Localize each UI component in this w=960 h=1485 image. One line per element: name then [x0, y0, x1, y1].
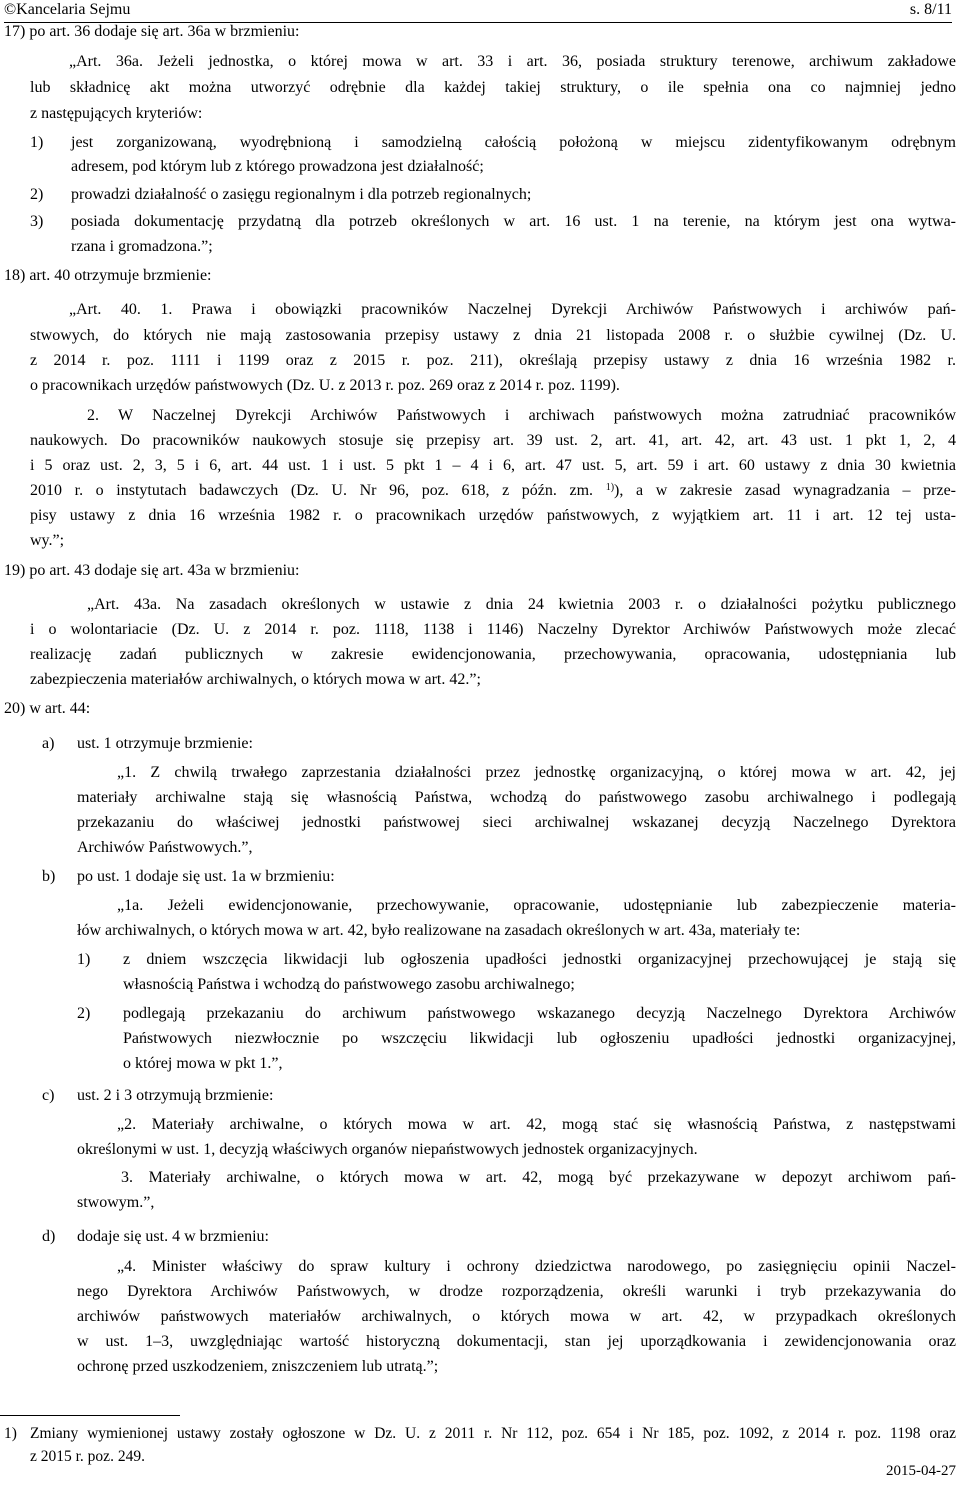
text-line: 3. Materiały archiwalne, o których mowa w art. 42, mogą być przekazywane w depozyt archiwom pań- — [121, 1169, 956, 1186]
text-line: 20) w art. 44: — [4, 700, 91, 717]
text-line: 19) po art. 43 dodaje się art. 43a w brzmieniu: — [4, 562, 300, 579]
footnote-line: Zmiany wymienionej ustawy zostały ogłoszone w Dz. U. z 2011 r. Nr 112, poz. 654 i Nr 185, poz. 1092, z 2014 r. poz. 1198 oraz — [30, 1425, 956, 1442]
text-line: jest zorganizowaną, wyodrębnioną i samodzielną całością położoną w miejscu zidentyfikowanym odrębnym — [71, 134, 956, 151]
page-header — [4, 0, 952, 23]
text-line: nego Dyrektora Archiwów Państwowych, w drodze rozporządzenia, określi warunki i tryb przekazywania do — [77, 1283, 956, 1300]
document-date: 2015-04-27 — [886, 1463, 956, 1479]
text-line: rzana i gromadzona.”; — [71, 238, 213, 255]
text-line: naukowych. Do pracowników naukowych stosuje się przepisy art. 39 ust. 2, art. 41, art. 42, art. 43 ust. 1 pkt 1, 2, 4 — [30, 432, 956, 449]
text-line: archiwów państwowych materiałów archiwalnych, o których mowa w art. 42, w przypadkach określonych — [77, 1308, 956, 1325]
footnote-line: z 2015 r. poz. 249. — [30, 1448, 145, 1465]
text-line: lub składnicę akt można utworzyć odrębnie dla każdej takiej struktury, o ile spełnia ona co najmniej jedno — [30, 79, 956, 96]
text-line: „1. Z chwilą trwałego zaprzestania działalności przez jednostkę organizacyjną, o której mowa w art. 42, jej — [117, 764, 956, 781]
text-line: 18) art. 40 otrzymuje brzmienie: — [4, 267, 212, 284]
text-line: wy.”; — [30, 532, 65, 549]
text-line: ust. 2 i 3 otrzymują brzmienie: — [77, 1087, 274, 1104]
text-line: adresem, pod którym lub z którego prowadzona jest działalność; — [71, 158, 484, 175]
footnote-mark: 1) — [4, 1425, 17, 1442]
text-line: łów archiwalnych, o których mowa w art. 42, było realizowane na zasadach określonych w art. 43a, materiały te: — [77, 922, 801, 939]
text-line: „1a. Jeżeli ewidencjonowanie, przechowywanie, opracowanie, udostępnianie lub zabezpieczenie materia- — [117, 897, 956, 914]
text-line: a) — [42, 735, 55, 752]
text-line: ust. 1 otrzymuje brzmienie: — [77, 735, 253, 752]
text-line: d) — [42, 1228, 56, 1245]
text-line: po ust. 1 dodaje się ust. 1a w brzmieniu: — [77, 868, 335, 885]
text-line: „Art. 36a. Jeżeli jednostka, o której mowa w art. 33 i art. 36, posiada struktury terenowe, archiwum zakładowe — [69, 53, 956, 70]
text-line: posiada dokumentację przydatną dla potrzeb określonych w art. 16 ust. 1 na terenie, na którym jest ona wytwa- — [71, 213, 956, 230]
text-line: i 5 oraz ust. 2, 3, 5 i 6, art. 44 ust. 1 i ust. 5 pkt 1 – 4 i 6, art. 47 ust. 5, art. 59 i art. 60 ustawy z dnia 30 kwietnia — [30, 457, 956, 474]
text-line: stwowych, do których nie mają zastosowania przepisy ustawy z dnia 21 listopada 2008 r. o służbie cywilnej (Dz. U. — [30, 327, 956, 344]
text-line: podlegają przekazaniu do archiwum państwowego wskazanego decyzją Naczelnego Dyrektora Archiwów — [123, 1005, 956, 1022]
text-line: zabezpieczenia materiałów archiwalnych, o których mowa w art. 42.”; — [30, 671, 481, 688]
text-line: 2010 r. o instytutach badawczych (Dz. U. Nr 96, poz. 618, z późn. zm. $^{1)}$), a w zakresie zasad wynagradzania – prze- — [30, 482, 956, 499]
text-line: 1) — [30, 134, 44, 151]
text-line: 1) — [77, 951, 91, 968]
text-line: 2) — [30, 186, 44, 203]
header-source: ©Kancelaria Sejmu — [4, 1, 131, 18]
text-line: w ust. 1–3, uwzględniając wartość historyczną dokumentacji, stan jej uporządkowania i zewidencjonowania oraz — [77, 1333, 956, 1350]
text-line: z 2014 r. poz. 1111 i 1199 oraz z 2015 r. poz. 211), określają przepisy ustawy z dnia 16 września 1982 r. — [30, 352, 956, 369]
text-line: dodaje się ust. 4 w brzmieniu: — [77, 1228, 269, 1245]
text-line: b) — [42, 868, 56, 885]
text-line: przekazaniu do właściwej jednostki państwowej sieci archiwalnej wskazanej decyzją Naczelnego Dyrektora — [77, 814, 956, 831]
text-line: 2) — [77, 1005, 91, 1022]
text-line: z następujących kryteriów: — [30, 105, 203, 122]
text-line: Archiwów Państwowych.”, — [77, 839, 253, 856]
text-line: o której mowa w pkt 1.”, — [123, 1055, 283, 1072]
text-line: realizację zadań publicznych w zakresie ewidencjonowania, przechowywania, opracowania, udostępniania lub — [30, 646, 956, 663]
footnote-separator — [0, 1415, 180, 1416]
text-line: „2. Materiały archiwalne, o których mowa w art. 42, mogą stać się własnością Państwa, z następstwami — [117, 1116, 956, 1133]
text-line: pisy ustawy z dnia 16 września 1982 r. o pracownikach urzędów państwowych, z wyjątkiem art. 11 i art. 12 tej usta- — [30, 507, 956, 524]
text-line: o pracownikach urzędów państwowych (Dz. U. z 2013 r. poz. 269 oraz z 2014 r. poz. 1199). — [30, 377, 620, 394]
text-line: materiały archiwalne stają się własnością Państwa, wchodzą do państwowego zasobu archiwalnego i podlegają — [77, 789, 956, 806]
text-line: „Art. 43a. Na zasadach określonych w ustawie z dnia 24 kwietnia 2003 r. o działalności pożytku publicznego — [87, 596, 956, 613]
text-line: c) — [42, 1087, 55, 1104]
text-line: i o wolontariacie (Dz. U. z 2014 r. poz. 1118, 1138 i 1146) Naczelny Dyrektor Archiwów Państwowych może zlecać — [30, 621, 956, 638]
text-line: własnością Państwa i wchodzą do państwowego zasobu archiwalnego; — [123, 976, 575, 993]
header-page-number: s. 8/11 — [909, 1, 952, 18]
text-line: 17) po art. 36 dodaje się art. 36a w brzmieniu: — [4, 23, 300, 40]
text-line: stwowym.”, — [77, 1194, 155, 1211]
text-line: „Art. 40. 1. Prawa i obowiązki pracowników Naczelnej Dyrekcji Archiwów Państwowych i archiwów pań- — [69, 301, 956, 318]
text-line: określonymi w ust. 1, decyzją właściwych organów niepaństwowych jednostek organizacyjnych. — [77, 1141, 698, 1158]
text-line: 3) — [30, 213, 44, 230]
text-line: „4. Minister właściwy do spraw kultury i ochrony dziedzictwa narodowego, po zasięgnięciu opinii Naczel- — [117, 1258, 956, 1275]
text-line: ochronę przed uszkodzeniem, zniszczeniem lub utratą.”; — [77, 1358, 439, 1375]
text-line: 2. W Naczelnej Dyrekcji Archiwów Państwowych i archiwach państwowych można zatrudniać pracowników — [87, 407, 956, 424]
footnote-reference: 1) — [605, 482, 615, 493]
text-line: Państwowych niezwłocznie po wszczęciu likwidacji lub ogłoszeniu upadłości jednostki organizacyjnej, — [123, 1030, 956, 1047]
text-line: z dniem wszczęcia likwidacji lub ogłoszenia upadłości jednostki organizacyjnej przechowującej je stają się — [123, 951, 956, 968]
text-line: prowadzi działalność o zasięgu regionalnym i dla potrzeb regionalnych; — [71, 186, 532, 203]
